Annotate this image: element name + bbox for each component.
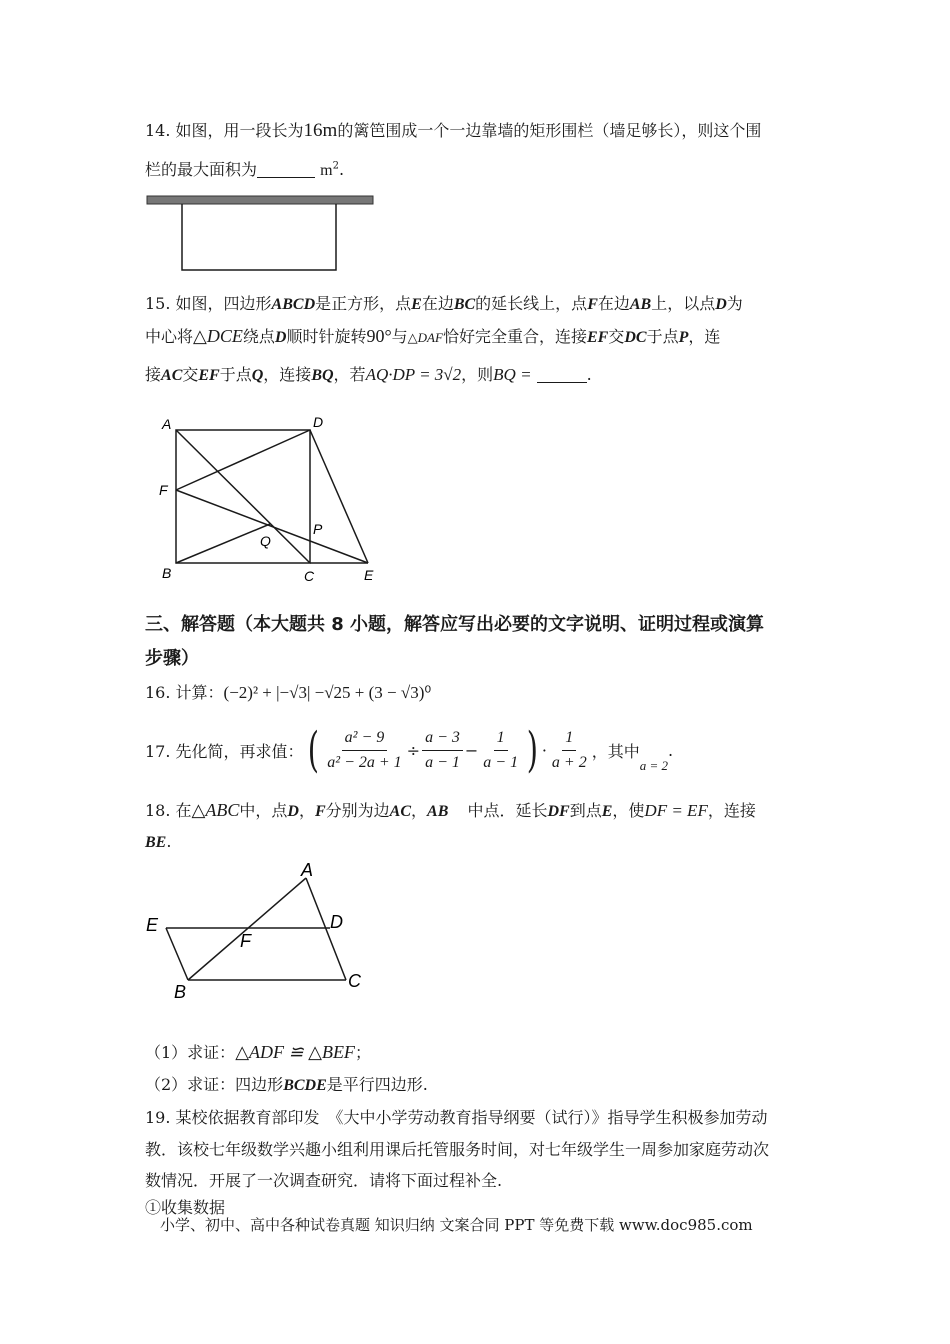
q15-t3: 在边 xyxy=(421,294,454,313)
q18-line1 xyxy=(145,798,756,821)
q18-p1-end: ； xyxy=(354,1043,371,1062)
q16-expression: (−2)² + |−√3| −√25 + (3 − √3)⁰ xyxy=(223,683,432,702)
q14-end: . xyxy=(338,160,345,179)
q15-abcd: ABCD xyxy=(271,296,316,313)
q18-be: BE xyxy=(145,834,167,851)
q15-t9: 绕点 xyxy=(242,327,275,346)
q15-t7: 为 xyxy=(726,294,743,313)
q18-t7: 到点 xyxy=(569,801,602,820)
label-b: B xyxy=(174,982,187,1002)
q14-answer-blank xyxy=(257,161,315,178)
q17-fraction-1 xyxy=(324,728,404,773)
q15-figure xyxy=(150,410,390,590)
segment-ac xyxy=(176,430,310,563)
q18-p2-label: （2）求证：四边形 xyxy=(145,1075,284,1094)
q18-equation: DF = EF xyxy=(644,801,708,820)
q18-ab: AB xyxy=(427,803,449,820)
q17-where: ，其中 xyxy=(591,741,640,761)
q14-figure xyxy=(140,190,380,275)
q15-t4: 的延长线上，点 xyxy=(475,294,588,313)
q17-label: 17. 先化简，再求值： xyxy=(145,741,304,761)
q14-text-c: 栏的最大面积为 xyxy=(145,160,258,179)
q15-t11: 与 xyxy=(391,327,408,346)
q14-unit-exp: 2 xyxy=(332,160,339,172)
q15-condition: AQ·DP = 3√2 xyxy=(365,365,462,384)
q17-f1-den: a² − 2a + 1 xyxy=(327,753,402,771)
q15-line3 xyxy=(145,362,592,385)
label-a: A xyxy=(162,416,172,432)
label-p: P xyxy=(313,521,323,537)
q15-t19: ，连接 xyxy=(263,365,312,384)
q15-ab: AB xyxy=(629,296,652,313)
q17-fraction-3 xyxy=(480,728,521,773)
label-a: A xyxy=(301,860,314,880)
q15-t6: 上，以点 xyxy=(651,294,716,313)
q15-bq-eq: BQ = xyxy=(493,365,532,384)
q18-p2-var: BCDE xyxy=(283,1077,327,1094)
q17-f4-num: 1 xyxy=(562,728,576,751)
q15-ef2: EF xyxy=(198,367,220,384)
q17-end: . xyxy=(668,740,674,760)
q17-right-paren: ) xyxy=(526,722,539,778)
q18-t8: ，使 xyxy=(612,801,645,820)
q15-line1 xyxy=(145,291,743,314)
q17-fraction-4 xyxy=(549,728,590,773)
q15-t5: 在边 xyxy=(597,294,630,313)
q15-ef: EF xyxy=(586,329,609,346)
q18-e: E xyxy=(601,803,613,820)
label-e: E xyxy=(364,567,374,583)
section3-heading-line1: 三、解答题（本大题共 8 小题，解答应写出必要的文字说明、证明过程或演算 xyxy=(145,614,765,635)
wall xyxy=(147,196,373,204)
segment-de xyxy=(310,430,368,563)
q17-div: ÷ xyxy=(406,740,421,760)
q15-t12: 恰好完全重合，连接 xyxy=(442,327,587,346)
q17 xyxy=(145,720,673,780)
q18-t9: ，连接 xyxy=(707,801,756,820)
q14-unit: m xyxy=(320,162,333,179)
q17-dot: · xyxy=(541,740,547,760)
fence xyxy=(182,204,336,270)
q18-p1-expression: △ADF ≌ △BEF xyxy=(235,1042,355,1062)
label-q: Q xyxy=(260,533,271,549)
q17-f4-den: a + 2 xyxy=(551,753,587,771)
q17-minus: − xyxy=(464,740,479,760)
q17-condition: a = 2 xyxy=(639,758,668,773)
q18-tri-abc: △ABC xyxy=(191,800,240,820)
q17-left-paren: ( xyxy=(307,722,319,778)
q18-p1-label: （1）求证： xyxy=(145,1043,236,1062)
section3-heading-line2: 步骤） xyxy=(145,648,199,669)
q18-ac: AC xyxy=(389,803,412,820)
label-f: F xyxy=(159,482,168,498)
q16-label: 16. 计算： xyxy=(145,683,224,702)
q15-ac: AC xyxy=(161,367,183,384)
q18-f: F xyxy=(314,803,326,820)
q17-f1-num: a² − 9 xyxy=(342,728,388,751)
q18-t6: 中点．延长 xyxy=(467,801,548,820)
q15-q: Q xyxy=(251,367,264,384)
q15-t18: 于点 xyxy=(219,365,252,384)
q17-f3-num: 1 xyxy=(494,728,508,751)
q19-line2: 教．该校七年级数学兴趣小组利用课后托管服务时间，对七年级学生一周参加家庭劳动次 xyxy=(145,1140,770,1159)
q18-t5: ， xyxy=(411,801,428,820)
label-c: C xyxy=(348,971,361,991)
q18-t10: . xyxy=(166,832,172,851)
q19-line4: ①收集数据 xyxy=(145,1198,226,1217)
q18-p2-end: 是平行四边形. xyxy=(326,1075,428,1094)
q15-bc: BC xyxy=(453,296,476,313)
q14-text-a: 14. 如图，用一段长为 xyxy=(145,121,304,140)
q14-length: 16m xyxy=(303,120,338,141)
label-d: D xyxy=(330,912,343,932)
segment-bq xyxy=(176,524,270,563)
q15-t2: 是正方形，点 xyxy=(315,294,412,313)
q17-fraction-2 xyxy=(422,728,463,773)
label-d: D xyxy=(313,414,324,430)
q17-f2-num: a − 3 xyxy=(422,728,463,751)
page-footer: 小学、初中、高中各种试卷真题 知识归纳 文案合同 PPT 等免费下载 www.doc985.com xyxy=(160,1216,753,1234)
q15-t17: 交 xyxy=(182,365,199,384)
q15-t14: 于点 xyxy=(646,327,679,346)
label-b: B xyxy=(162,565,172,581)
q15-t13: 交 xyxy=(608,327,625,346)
q19-line1: 19. 某校依据教育部印发 《大中小学劳动教育指导纲要（试行）》指导学生积极参加劳动 xyxy=(145,1108,768,1127)
q15-bq: BQ xyxy=(311,367,334,384)
q15-tri-dce: △DCE xyxy=(193,326,243,346)
q15-angle: 90° xyxy=(366,326,392,346)
q15-line2 xyxy=(145,324,720,347)
segment-eb xyxy=(166,928,188,980)
segment-fd xyxy=(176,430,310,490)
q14-line2 xyxy=(145,157,344,180)
q18-line2 xyxy=(145,832,171,852)
q15-f: F xyxy=(587,296,598,313)
q15-tri-daf: △DAF xyxy=(407,330,443,345)
q15-t21: ，则 xyxy=(461,365,494,384)
q15-t16: 接 xyxy=(145,365,162,384)
q18-t3: ， xyxy=(298,801,315,820)
q14-line1 xyxy=(145,118,761,142)
q17-f3-den: a − 1 xyxy=(483,753,519,771)
q15-t8: 中心将 xyxy=(145,327,194,346)
segment-fe xyxy=(176,490,368,563)
q16 xyxy=(145,680,431,703)
segment-ba xyxy=(188,878,306,980)
q14-text-b: 的篱笆围成一个一边靠墙的矩形围栏（墙足够长），则这个围 xyxy=(337,121,762,140)
q18-t1: 18. 在 xyxy=(145,801,192,820)
q18-t2: 中，点 xyxy=(239,801,288,820)
q18-df: DF xyxy=(547,803,570,820)
q18-t4: 分别为边 xyxy=(325,801,390,820)
q15-t1: 15. 如图，四边形 xyxy=(145,294,272,313)
q15-t22: . xyxy=(586,365,592,384)
label-f: F xyxy=(240,931,251,951)
q15-d: D xyxy=(715,296,727,313)
q15-d2: D xyxy=(274,329,287,346)
q15-t15: ，连 xyxy=(688,327,721,346)
q15-answer-blank xyxy=(537,366,587,383)
q18-part1 xyxy=(145,1040,371,1063)
q15-e: E xyxy=(411,296,422,313)
q19-line3: 数情况．开展了一次调查研究．请将下面过程补全. xyxy=(145,1171,503,1190)
q15-dc: DC xyxy=(624,329,647,346)
q17-f2-den: a − 1 xyxy=(425,753,460,771)
q18-d: D xyxy=(287,803,299,820)
q18-figure xyxy=(140,856,380,1006)
q15-p: P xyxy=(678,329,689,346)
q15-t10: 顺时针旋转 xyxy=(286,327,367,346)
q18-part2 xyxy=(145,1072,428,1095)
q15-t20: ，若 xyxy=(333,365,366,384)
label-c: C xyxy=(304,568,315,584)
label-e: E xyxy=(146,915,159,935)
